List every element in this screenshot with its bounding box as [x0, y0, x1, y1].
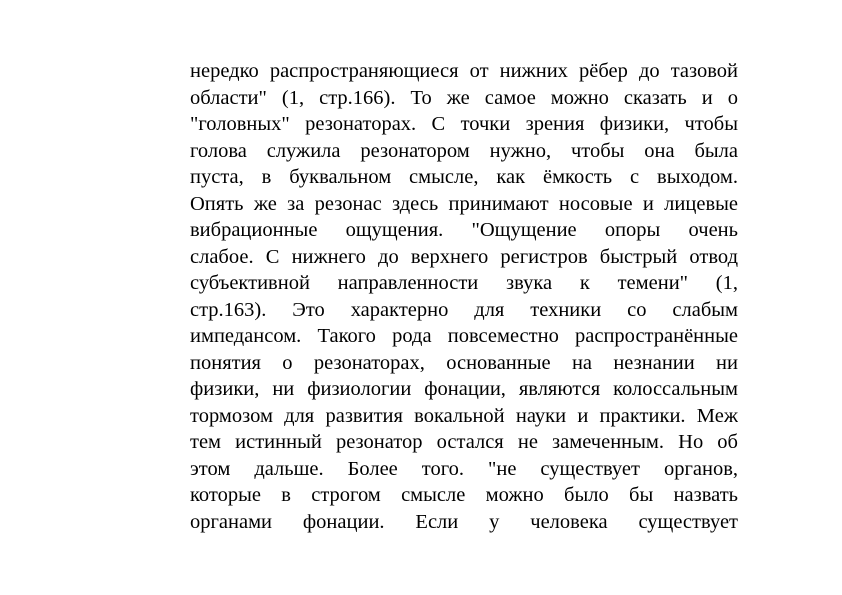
text-line: импедансом. Такого рода повсеместно распространённые	[190, 325, 738, 347]
text-line: органами фонации. Если у человека существует	[190, 510, 738, 533]
text-line: нередко распространяющиеся от нижних рёбер до тазовой	[190, 60, 738, 82]
text-line: понятия о резонаторах, основанные на незнании ни	[190, 351, 738, 374]
text-line: голова служила резонатором нужно, чтобы она была	[190, 139, 738, 162]
text-line: физики, ни физиологии фонации, являются колоссальным	[190, 378, 738, 400]
text-line: "головных" резонаторах. С точки зрения физики, чтобы	[190, 113, 738, 135]
text-line: вибрационные ощущения. "Ощущение опоры очень	[190, 219, 738, 241]
text-line: которые в строгом смысле можно было бы назвать	[190, 484, 738, 506]
text-line: пуста, в буквальном смысле, как ёмкость с выходом.	[190, 166, 738, 188]
text-line: слабое. С нижнего до верхнего регистров быстрый отвод	[190, 245, 738, 268]
text-line: стр.163). Это характерно для техники со слабым	[190, 298, 738, 321]
text-line: этом дальше. Более того. "не существует органов,	[190, 457, 738, 480]
text-line: субъективной направленности звука к темени" (1,	[190, 272, 738, 294]
text-line: тем истинный резонатор остался не замеченным. Но об	[190, 431, 738, 453]
body-text	[190, 58, 738, 535]
text-line: Опять же за резонас здесь принимают носовые и лицевые	[190, 192, 738, 215]
text-line: области" (1, стр.166). То же самое можно сказать и о	[190, 86, 738, 109]
text-line: тормозом для развития вокальной науки и практики. Меж	[190, 404, 738, 427]
